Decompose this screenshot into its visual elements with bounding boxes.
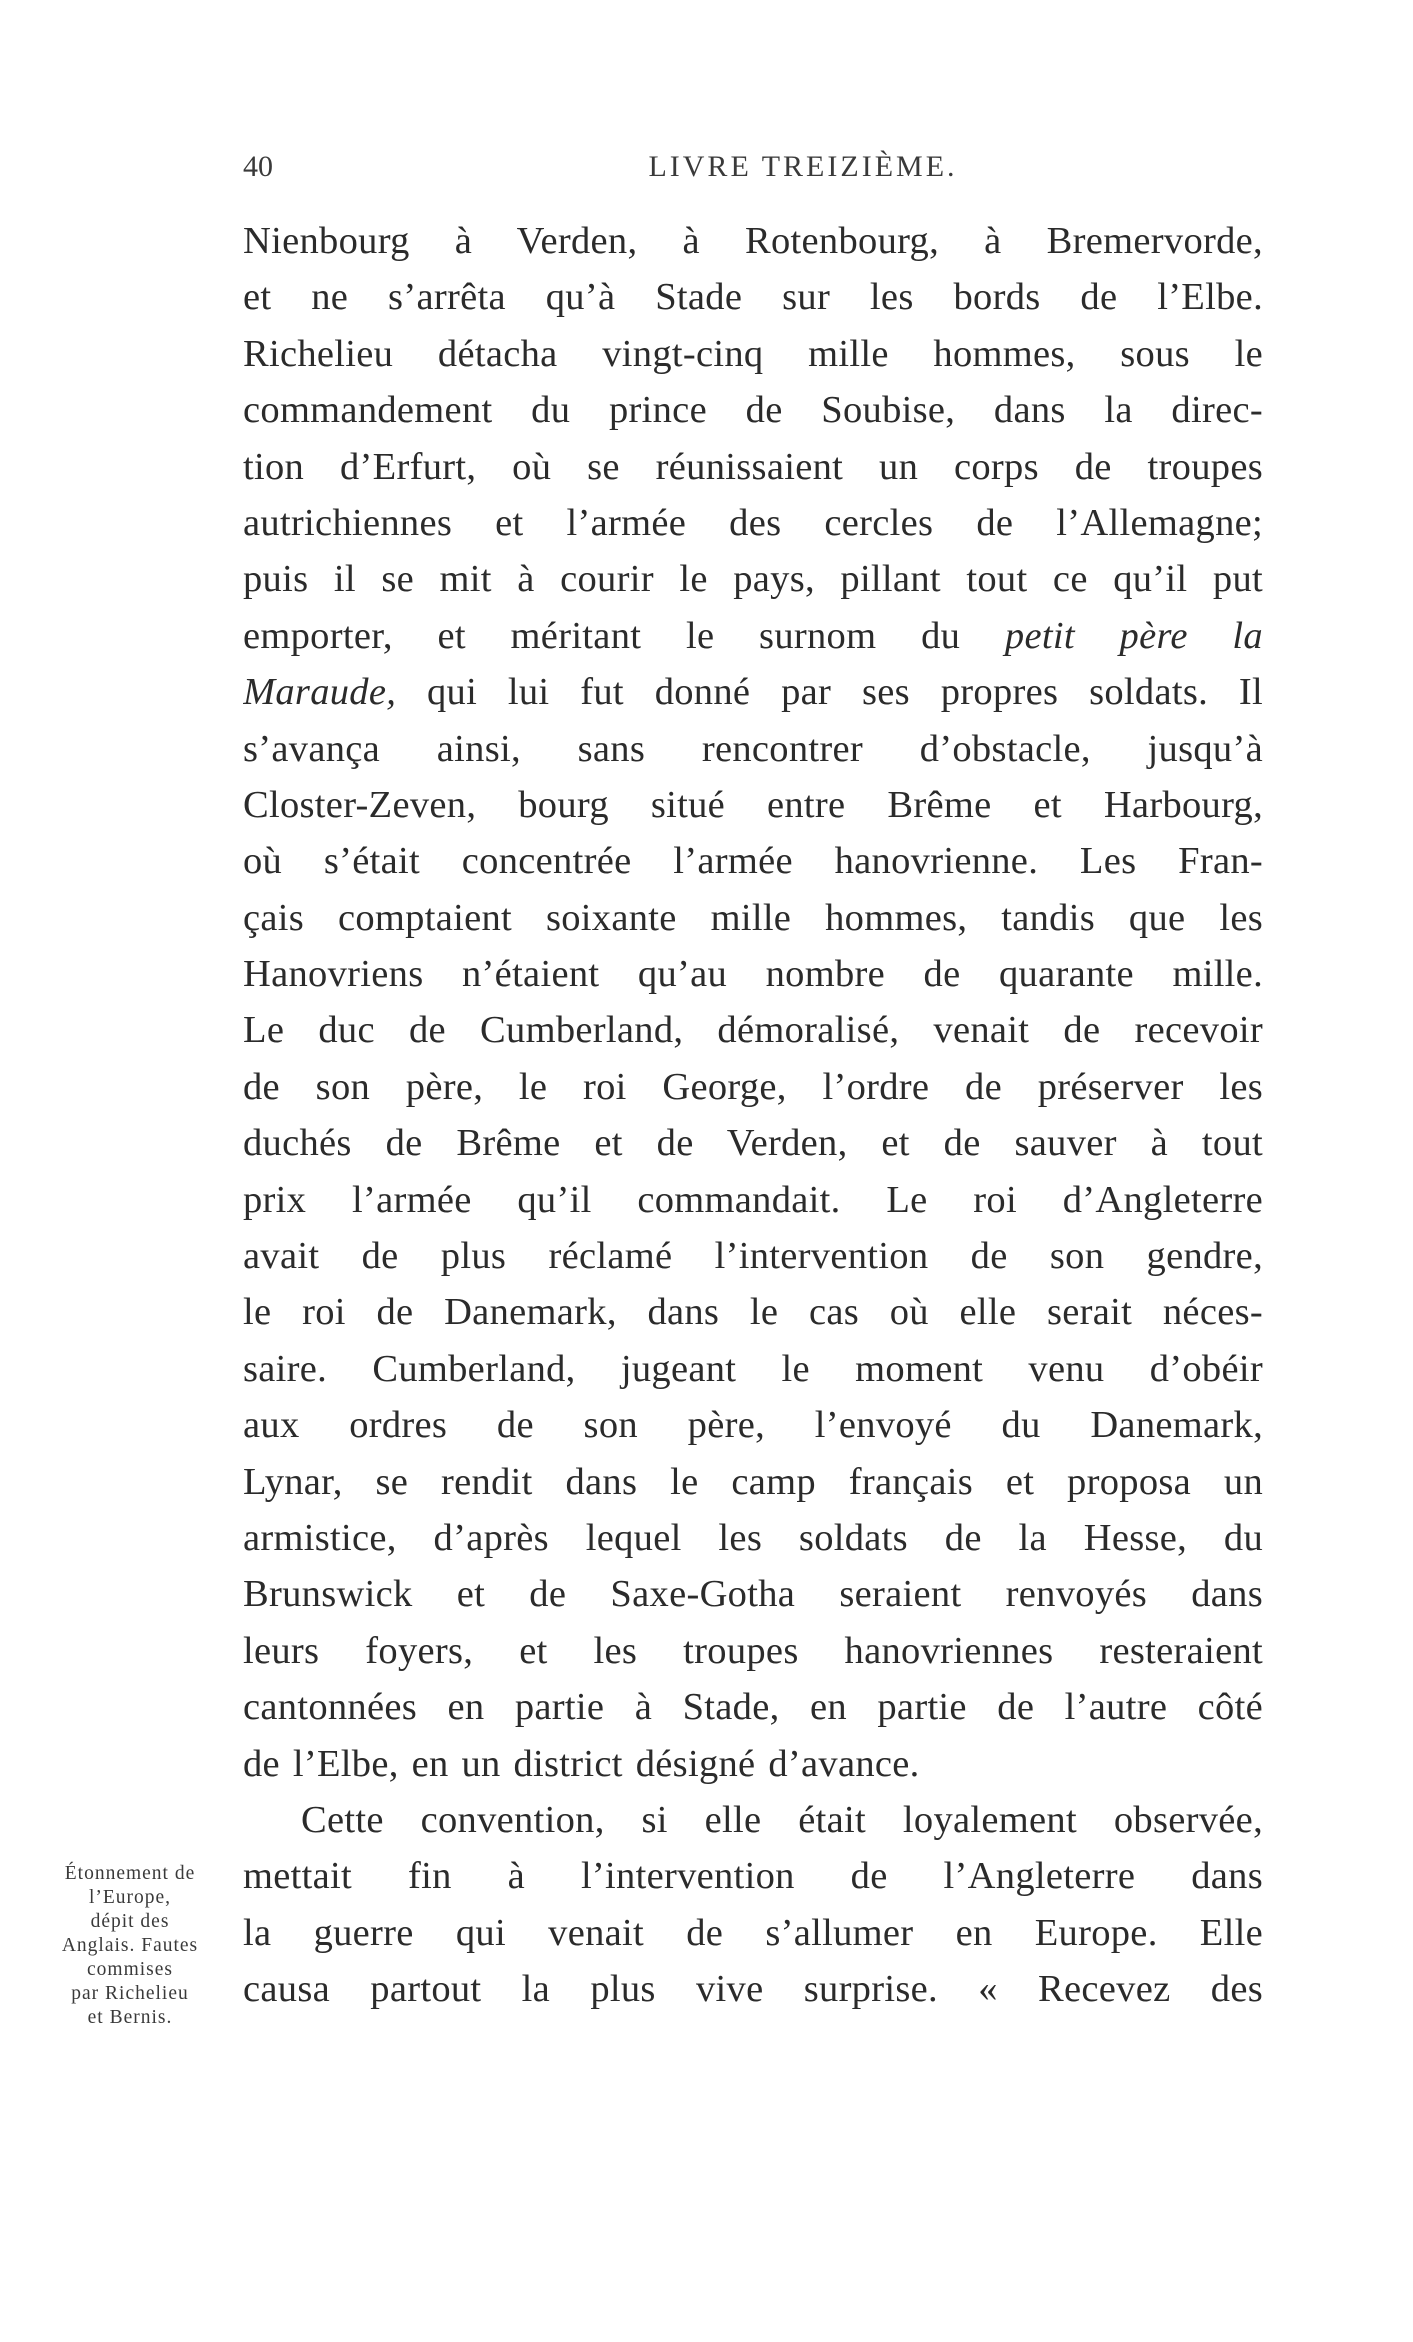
text-line: tion d’Erfurt, où se réunissaient un corps de troupes bbox=[243, 445, 1263, 488]
text-line: armistice, d’après lequel les soldats de la Hesse, du bbox=[243, 1516, 1263, 1559]
margin-note-line: Anglais. Fautes bbox=[61, 1935, 199, 1956]
text-line: puis il se mit à courir le pays, pillant tout ce qu’il put bbox=[243, 558, 1263, 601]
text-line: leurs foyers, et les troupes hanovriennes resteraient bbox=[243, 1629, 1263, 1672]
text-line: Richelieu détacha vingt-cinq mille hommes, sous le bbox=[243, 332, 1263, 375]
text-line: aux ordres de son père, l’envoyé du Danemark, bbox=[243, 1404, 1263, 1447]
text-line: prix l’armée qu’il commandait. Le roi d’Angleterre bbox=[243, 1178, 1263, 1221]
text-line: où s’était concentrée l’armée hanovrienne. Les Fran- bbox=[243, 840, 1263, 883]
text-line: et ne s’arrêta qu’à Stade sur les bords de l’Elbe. bbox=[243, 276, 1263, 319]
text-line: Brunswick et de Saxe-Gotha seraient renvoyés dans bbox=[243, 1573, 1263, 1616]
text-line bbox=[243, 608, 1263, 664]
text-line: avait de plus réclamé l’intervention de son gendre, bbox=[243, 1235, 1263, 1278]
margin-note-line: Étonnement de bbox=[64, 1863, 196, 1884]
text-fragment: qui lui fut donné par ses propres soldats. Il bbox=[426, 671, 1263, 714]
margin-note-line: l’Europe, bbox=[88, 1887, 172, 1908]
text-line: Le duc de Cumberland, démoralisé, venait de recevoir bbox=[243, 1009, 1263, 1052]
margin-note bbox=[20, 1862, 240, 2030]
text-line: Closter-Zeven, bourg situé entre Brême et Harbourg, bbox=[243, 783, 1263, 826]
text-line: Lynar, se rendit dans le camp français et proposa un bbox=[243, 1460, 1263, 1503]
text-line: la guerre qui venait de s’allumer en Europe. Elle bbox=[243, 1911, 1263, 1954]
body-text bbox=[243, 213, 1263, 2018]
text-fragment: emporter, et méritant le surnom du bbox=[243, 614, 961, 657]
text-line: Nienbourg à Verden, à Rotenbourg, à Bremervorde, bbox=[243, 220, 1263, 262]
margin-note-line: commises bbox=[87, 1959, 173, 1980]
text-line: de son père, le roi George, l’ordre de préserver les bbox=[243, 1065, 1263, 1108]
text-line: çais comptaient soixante mille hommes, tandis que les bbox=[243, 896, 1263, 939]
text-line: mettait fin à l’intervention de l’Angleterre dans bbox=[243, 1855, 1263, 1898]
text-line bbox=[243, 664, 1263, 720]
italic-phrase: petit père la bbox=[1004, 614, 1263, 657]
paragraph-first-line: Cette convention, si elle était loyalement observée, bbox=[301, 1798, 1263, 1841]
page-number: 40 bbox=[243, 150, 273, 183]
paragraph-last-line: de l’Elbe, en un district désigné d’avance. bbox=[243, 1742, 920, 1785]
text-line: commandement du prince de Soubise, dans la direc- bbox=[243, 389, 1263, 432]
text-line: cantonnées en partie à Stade, en partie de l’autre côté bbox=[243, 1686, 1263, 1729]
text-line: le roi de Danemark, dans le cas où elle serait néces- bbox=[243, 1291, 1263, 1334]
margin-note-line: par Richelieu bbox=[71, 1983, 189, 2004]
italic-phrase: Maraude, bbox=[243, 671, 397, 714]
text-line: causa partout la plus vive surprise. « Recevez des bbox=[243, 1968, 1263, 2011]
text-line: s’avança ainsi, sans rencontrer d’obstacle, jusqu’à bbox=[243, 727, 1263, 770]
margin-note-line: et Bernis. bbox=[87, 2007, 173, 2028]
page-header bbox=[243, 150, 1263, 190]
text-line: duchés de Brême et de Verden, et de sauver à tout bbox=[243, 1122, 1263, 1165]
margin-note-line: dépit des bbox=[90, 1911, 170, 1932]
text-line: Hanovriens n’étaient qu’au nombre de quarante mille. bbox=[243, 953, 1263, 996]
running-head: LIVRE TREIZIÈME. bbox=[648, 150, 958, 183]
text-line: autrichiennes et l’armée des cercles de l’Allemagne; bbox=[243, 501, 1263, 544]
text-line: saire. Cumberland, jugeant le moment venu d’obéir bbox=[243, 1347, 1263, 1390]
